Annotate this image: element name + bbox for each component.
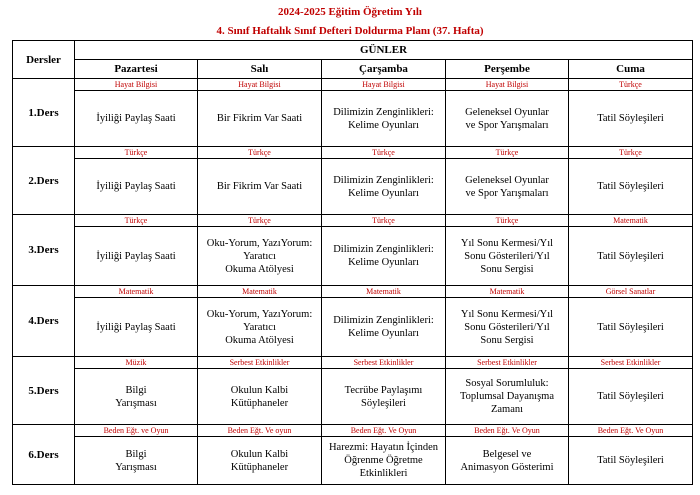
subject-cell: Beden Eğt. Ve oyun [198,425,322,437]
topic-line: Tecrübe Paylaşımı [344,384,423,396]
topic-cell [569,298,693,357]
topic-line: Yaratıcı [243,321,276,333]
topic-line: Kelime Oyunları [348,257,419,268]
topic-cell [75,91,198,147]
topic-line: ve Spor Yarışmaları [465,187,549,199]
subject-cell: Matematik [75,286,198,298]
topic-cell [75,369,198,425]
topic-row [13,91,693,147]
topic-line: Tatil Söyleşileri [597,321,664,333]
subject-cell: Türkçe [446,215,569,227]
topic-cell [569,437,693,485]
topic-cell [446,369,569,425]
lesson-label: 6.Ders [13,425,75,485]
topic-line: Tatil Söyleşileri [597,181,664,192]
topic-line: Sonu Sergisi [480,263,534,275]
topic-line: Yaratıcı [243,250,276,262]
topic-cell [198,91,322,147]
subject-cell: Hayat Bilgisi [75,79,198,91]
topic-cell [569,227,693,286]
subject-cell: Beden Eğt. ve Oyun [75,425,198,437]
topic-line: İyiliği Paylaş Saati [96,321,176,333]
subject-cell: Türkçe [569,79,693,91]
topic-line: Dilimizin Zenginlikleri: [333,174,434,186]
topic-line: İyiliği Paylaş Saati [96,181,176,192]
plan-body [13,79,693,485]
subject-cell: Beden Eğt. Ve Oyun [322,425,446,437]
topic-line: Oku-Yorum, YazıYorum: [206,237,313,249]
day-header-wednesday: Çarşamba [322,60,446,79]
subject-cell: Türkçe [446,147,569,159]
subject-cell: Türkçe [198,215,322,227]
topic-row [13,159,693,215]
topic-line: Öğrenme Öğretme [344,455,423,466]
subject-cell: Türkçe [569,147,693,159]
lesson-label: 5.Ders [13,357,75,425]
topic-line: Oku-Yorum, YazıYorum: [206,308,313,320]
subject-row [13,147,693,159]
topic-row [13,369,693,425]
topic-cell [322,369,446,425]
topic-line: Söyleşileri [361,397,406,409]
topic-line: Okulun Kalbi [230,448,289,460]
topic-cell [75,437,198,485]
topic-line: Bir Fikrim Var Saati [216,113,303,124]
topic-line: Okuma Atölyesi [225,263,294,275]
subject-cell: Serbest Etkinlikler [569,357,693,369]
document-title: 2024-2025 Eğitim Öğretim Yılı [278,6,422,18]
topic-line: Kütüphaneler [230,397,289,409]
topic-line: Yıl Sonu Kermesi/Yıl [460,237,554,249]
topic-line: Toplumsal Dayanışma [459,391,555,402]
topic-cell [198,369,322,425]
topic-cell [569,369,693,425]
topic-cell [446,298,569,357]
topic-cell [569,159,693,215]
topic-line: Tatil Söyleşileri [597,250,664,262]
topic-line: Sosyal Sorumluluk: [465,378,549,389]
day-header-tuesday: Salı [198,60,322,79]
topic-line: Etkinlikleri [359,468,408,479]
topic-cell [446,159,569,215]
subject-cell: Matematik [569,215,693,227]
subject-row [13,357,693,369]
topic-line: Bir Fikrim Var Saati [216,181,303,192]
subject-cell: Türkçe [75,147,198,159]
topic-cell [322,298,446,357]
topic-cell [322,159,446,215]
topic-line: Sonu Gösterileri/Yıl [464,250,550,262]
subject-row [13,79,693,91]
topic-line: Harezmi: Hayatın İçinden [328,442,439,453]
weekly-plan-table [12,40,693,485]
topic-cell [446,437,569,485]
subject-cell: Beden Eğt. Ve Oyun [569,425,693,437]
subject-cell: Müzik [75,357,198,369]
subject-cell: Matematik [198,286,322,298]
topic-line: Kelime Oyunları [348,119,419,131]
topic-line: Okuma Atölyesi [225,334,294,346]
subject-cell: Hayat Bilgisi [322,79,446,91]
topic-line: Zamanı [490,404,524,415]
lesson-label: 4.Ders [13,286,75,357]
day-header-thursday: Perşembe [446,60,569,79]
topic-cell [322,227,446,286]
topic-line: Tatil Söyleşileri [597,391,664,402]
topic-cell [322,437,446,485]
subject-row [13,215,693,227]
lessons-column-header: Dersler [13,41,75,79]
days-header-row [13,60,693,79]
topic-cell [446,91,569,147]
topic-line: Sonu Gösterileri/Yıl [464,321,550,333]
topic-line: Sonu Sergisi [480,334,534,346]
topic-line: ve Spor Yarışmaları [465,119,549,131]
topic-cell [569,91,693,147]
subject-cell: Türkçe [322,147,446,159]
subject-cell: Matematik [322,286,446,298]
topic-line: Tatil Söyleşileri [597,455,664,466]
lesson-label: 3.Ders [13,215,75,286]
topic-line: Geleneksel Oyunlar [465,106,549,118]
topic-cell [75,159,198,215]
day-header-monday: Pazartesi [75,60,198,79]
lesson-label: 1.Ders [13,79,75,147]
subject-cell: Serbest Etkinlikler [446,357,569,369]
topic-cell [75,298,198,357]
days-group-header: GÜNLER [75,41,693,60]
subject-cell: Hayat Bilgisi [198,79,322,91]
topic-line: Yarışması [115,397,157,409]
subject-row [13,286,693,298]
topic-line: İyiliği Paylaş Saati [96,250,176,262]
subject-cell: Serbest Etkinlikler [198,357,322,369]
topic-line: Kelime Oyunları [348,328,419,339]
topic-line: Belgesel ve [482,448,532,460]
topic-line: Animasyon Gösterimi [460,461,554,473]
lesson-label: 2.Ders [13,147,75,215]
topic-line: Yarışması [115,461,157,473]
day-header-friday: Cuma [569,60,693,79]
topic-line: Yıl Sonu Kermesi/Yıl [460,308,554,320]
topic-line: Dilimizin Zenginlikleri: [333,106,434,118]
topic-cell [75,227,198,286]
topic-row [13,227,693,286]
topic-line: Dilimizin Zenginlikleri: [333,244,434,255]
topic-line: Dilimizin Zenginlikleri: [333,315,434,326]
topic-cell [198,159,322,215]
topic-row [13,437,693,485]
subject-cell: Türkçe [198,147,322,159]
topic-cell [198,227,322,286]
topic-line: Bilgi [125,448,147,460]
topic-cell [322,91,446,147]
subject-cell: Beden Eğt. Ve Oyun [446,425,569,437]
topic-row [13,298,693,357]
subject-cell: Hayat Bilgisi [446,79,569,91]
topic-cell [446,227,569,286]
topic-line: Geleneksel Oyunlar [465,174,549,186]
subject-cell: Türkçe [322,215,446,227]
topic-cell [198,298,322,357]
subject-row [13,425,693,437]
document-subtitle: 4. Sınıf Haftalık Sınıf Defteri Doldurma Planı (37. Hafta) [216,25,484,37]
subject-cell: Görsel Sanatlar [569,286,693,298]
topic-cell [198,437,322,485]
topic-line: Okulun Kalbi [230,384,289,396]
subject-cell: Serbest Etkinlikler [322,357,446,369]
subject-cell: Matematik [446,286,569,298]
topic-line: Kelime Oyunları [348,187,419,199]
topic-line: Kütüphaneler [230,461,289,473]
subject-cell: Türkçe [75,215,198,227]
topic-line: Bilgi [125,384,147,396]
topic-line: İyiliği Paylaş Saati [96,113,176,124]
topic-line: Tatil Söyleşileri [597,113,664,124]
